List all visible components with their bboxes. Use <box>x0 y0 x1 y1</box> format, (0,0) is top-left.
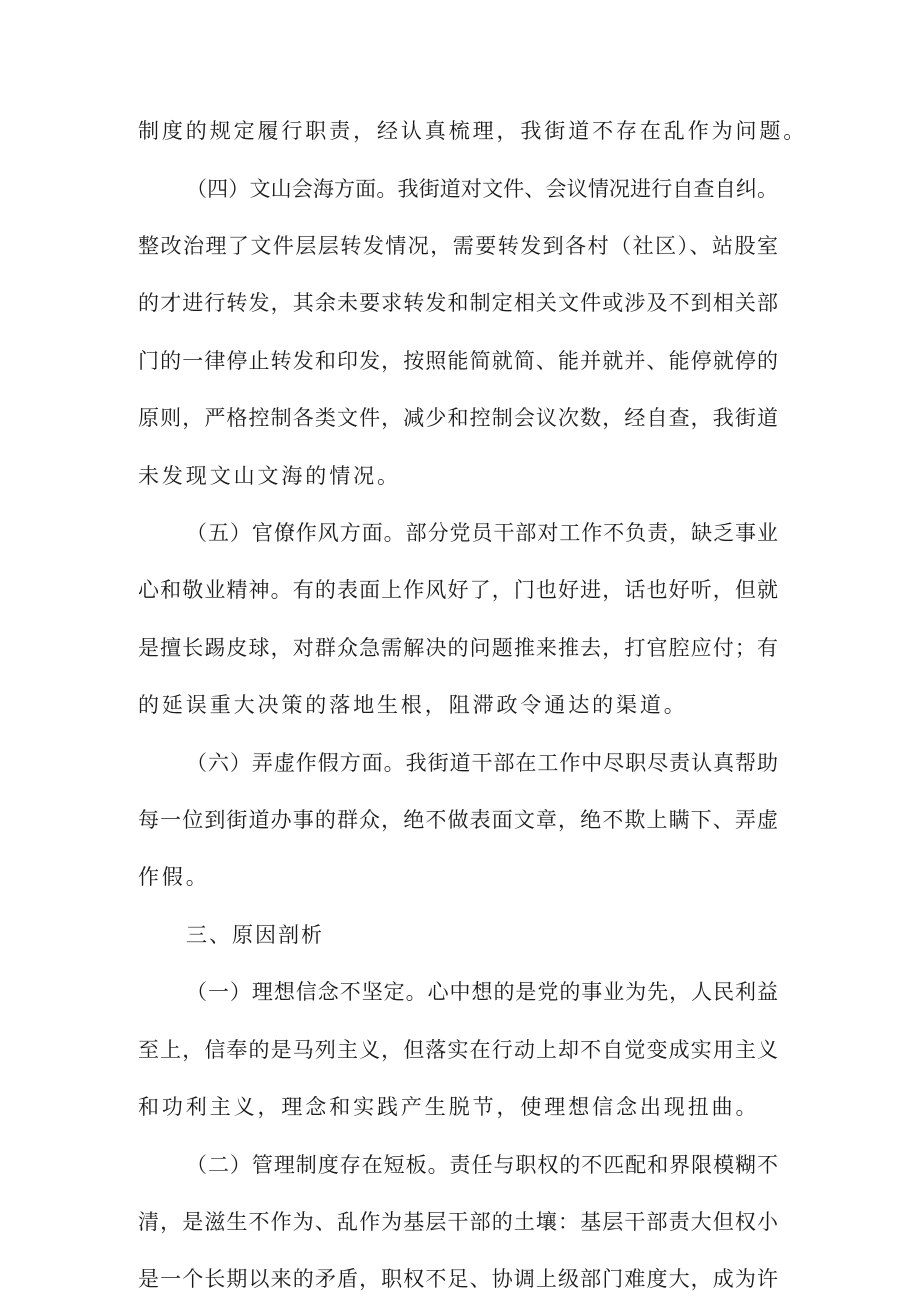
paragraph-line: （一）理想信念不坚定。心中想的是党的事业为先，人民利益 <box>186 980 778 1004</box>
paragraph-line: 心和敬业精神。有的表面上作风好了，门也好进，话也好听，但就 <box>138 578 778 602</box>
paragraph-line: 门的一律停止转发和印发，按照能简就简、能并就并、能停就停的 <box>138 349 778 373</box>
paragraph-line: 未发现文山文海的情况。 <box>138 464 401 488</box>
paragraph-line: 的延误重大决策的落地生根，阻滞政令通达的渠道。 <box>138 693 688 717</box>
paragraph-line: 是擅长踢皮球，对群众急需解决的问题推来推去，打官腔应付；有 <box>138 636 778 660</box>
paragraph-line: （五）官僚作风方面。部分党员干部对工作不负责，缺乏事业 <box>186 521 778 545</box>
paragraph-line: （二）管理制度存在短板。责任与职权的不匹配和界限模糊不 <box>186 1153 778 1177</box>
paragraph-line: 制度的规定履行职责，经认真梳理，我街道不存在乱作为问题。 <box>138 119 808 143</box>
paragraph-line: 和功利主义，理念和实践产生脱节，使理想信念出现扭曲。 <box>138 1095 760 1119</box>
paragraph-line: 的才进行转发，其余未要求转发和制定相关文件或涉及不到相关部 <box>138 291 778 315</box>
paragraph-line: 原则，严格控制各类文件，减少和控制会议次数，经自查，我街道 <box>138 406 778 430</box>
paragraph-line: （六）弄虚作假方面。我街道干部在工作中尽职尽责认真帮助 <box>186 751 778 775</box>
paragraph-line: 至上，信奉的是马列主义，但落实在行动上却不自觉变成实用主义 <box>138 1038 778 1062</box>
paragraph-line: 每一位到街道办事的群众，绝不做表面文章，绝不欺上瞒下、弄虚 <box>138 808 778 832</box>
paragraph-line: 是一个长期以来的矛盾，职权不足、协调上级部门难度大，成为许 <box>138 1267 778 1291</box>
paragraph-line: （四）文山会海方面。我街道对文件、会议情况进行自查自纠。 <box>186 177 778 201</box>
paragraph-line: 整改治理了文件层层转发情况，需要转发到各村（社区）、站股室 <box>138 234 778 258</box>
paragraph-line: 作假。 <box>138 865 210 889</box>
paragraph-line: 清，是滋生不作为、乱作为基层干部的土壤：基层干部责大但权小 <box>138 1210 778 1234</box>
section-heading: 三、原因剖析 <box>186 923 324 947</box>
